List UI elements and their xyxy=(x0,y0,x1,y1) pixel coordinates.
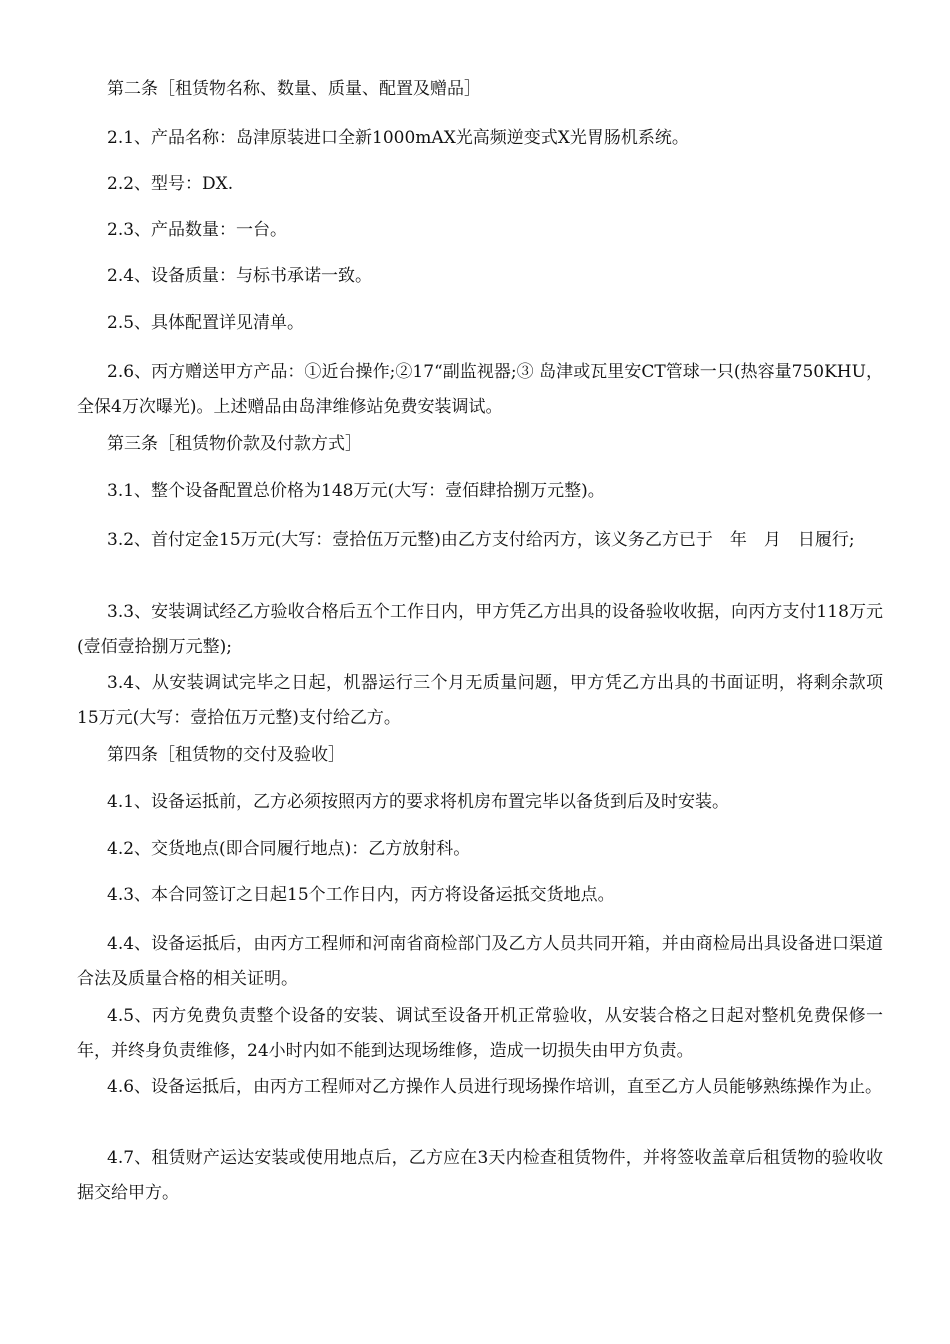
clause-4-3: 4.3、本合同签订之日起15个工作日内，丙方将设备运抵交货地点。 xyxy=(107,885,615,905)
clause-2-1: 2.1、产品名称：岛津原装进口全新1000mAX光高频逆变式X光胃肠机系统。 xyxy=(107,128,689,148)
clause-4-4: 4.4、设备运抵后，由丙方工程师和河南省商检部门及乙方人员共同开箱，并由商检局出具设备进口渠道合法及质量合格的相关证明。 xyxy=(77,934,883,989)
clause-4-1: 4.1、设备运抵前，乙方必须按照丙方的要求将机房布置完毕以备货到后及时安装。 xyxy=(107,792,730,812)
clause-4-7: 4.7、租赁财产运达安装或使用地点后，乙方应在3天内检查租赁物件，并将签收盖章后租赁物的验收收据交给甲方。 xyxy=(77,1148,883,1203)
clause-2-6: 2.6、丙方赠送甲方产品：①近台操作;②17“副监视器;③ 岛津或瓦里安CT管球一只(热容量750KHU，全保4万次曝光)。上述赠品由岛津维修站免费安装调试。 xyxy=(77,362,883,417)
clause-2-4: 2.4、设备质量：与标书承诺一致。 xyxy=(107,266,373,286)
clause-2-2: 2.2、型号：DX. xyxy=(107,174,234,194)
clause-3-3: 3.3、安装调试经乙方验收合格后五个工作日内，甲方凭乙方出具的设备验收收据，向丙方支付118万元(壹佰壹拾捌万元整); xyxy=(77,602,883,657)
article-2-heading: 第二条［租赁物名称、数量、质量、配置及赠品］ xyxy=(107,79,481,99)
clause-3-4: 3.4、从安装调试完毕之日起，机器运行三个月无质量问题，甲方凭乙方出具的书面证明，将剩余款项15万元(大写：壹拾伍万元整)支付给乙方。 xyxy=(77,673,883,728)
clause-2-3: 2.3、产品数量：一台。 xyxy=(107,220,288,240)
clause-4-2: 4.2、交货地点(即合同履行地点)：乙方放射科。 xyxy=(107,839,471,859)
clause-3-1: 3.1、整个设备配置总价格为148万元(大写：壹佰肆拾捌万元整)。 xyxy=(107,481,605,501)
clause-3-2: 3.2、首付定金15万元(大写：壹拾伍万元整)由乙方支付给丙方，该义务乙方已于 年 月 日履行; xyxy=(107,530,855,550)
article-3-heading: 第三条［租赁物价款及付款方式］ xyxy=(107,434,362,454)
clause-2-5: 2.5、具体配置详见清单。 xyxy=(107,313,305,333)
article-4-heading: 第四条［租赁物的交付及验收］ xyxy=(107,745,345,765)
clause-4-5: 4.5、丙方免费负责整个设备的安装、调试至设备开机正常验收，从安装合格之日起对整机免费保修一年，并终身负责维修，24小时内如不能到达现场维修，造成一切损失由甲方负责。 xyxy=(77,1006,883,1061)
clause-4-6: 4.6、设备运抵后，由丙方工程师对乙方操作人员进行现场操作培训，直至乙方人员能够熟练操作为止。 xyxy=(107,1077,883,1097)
